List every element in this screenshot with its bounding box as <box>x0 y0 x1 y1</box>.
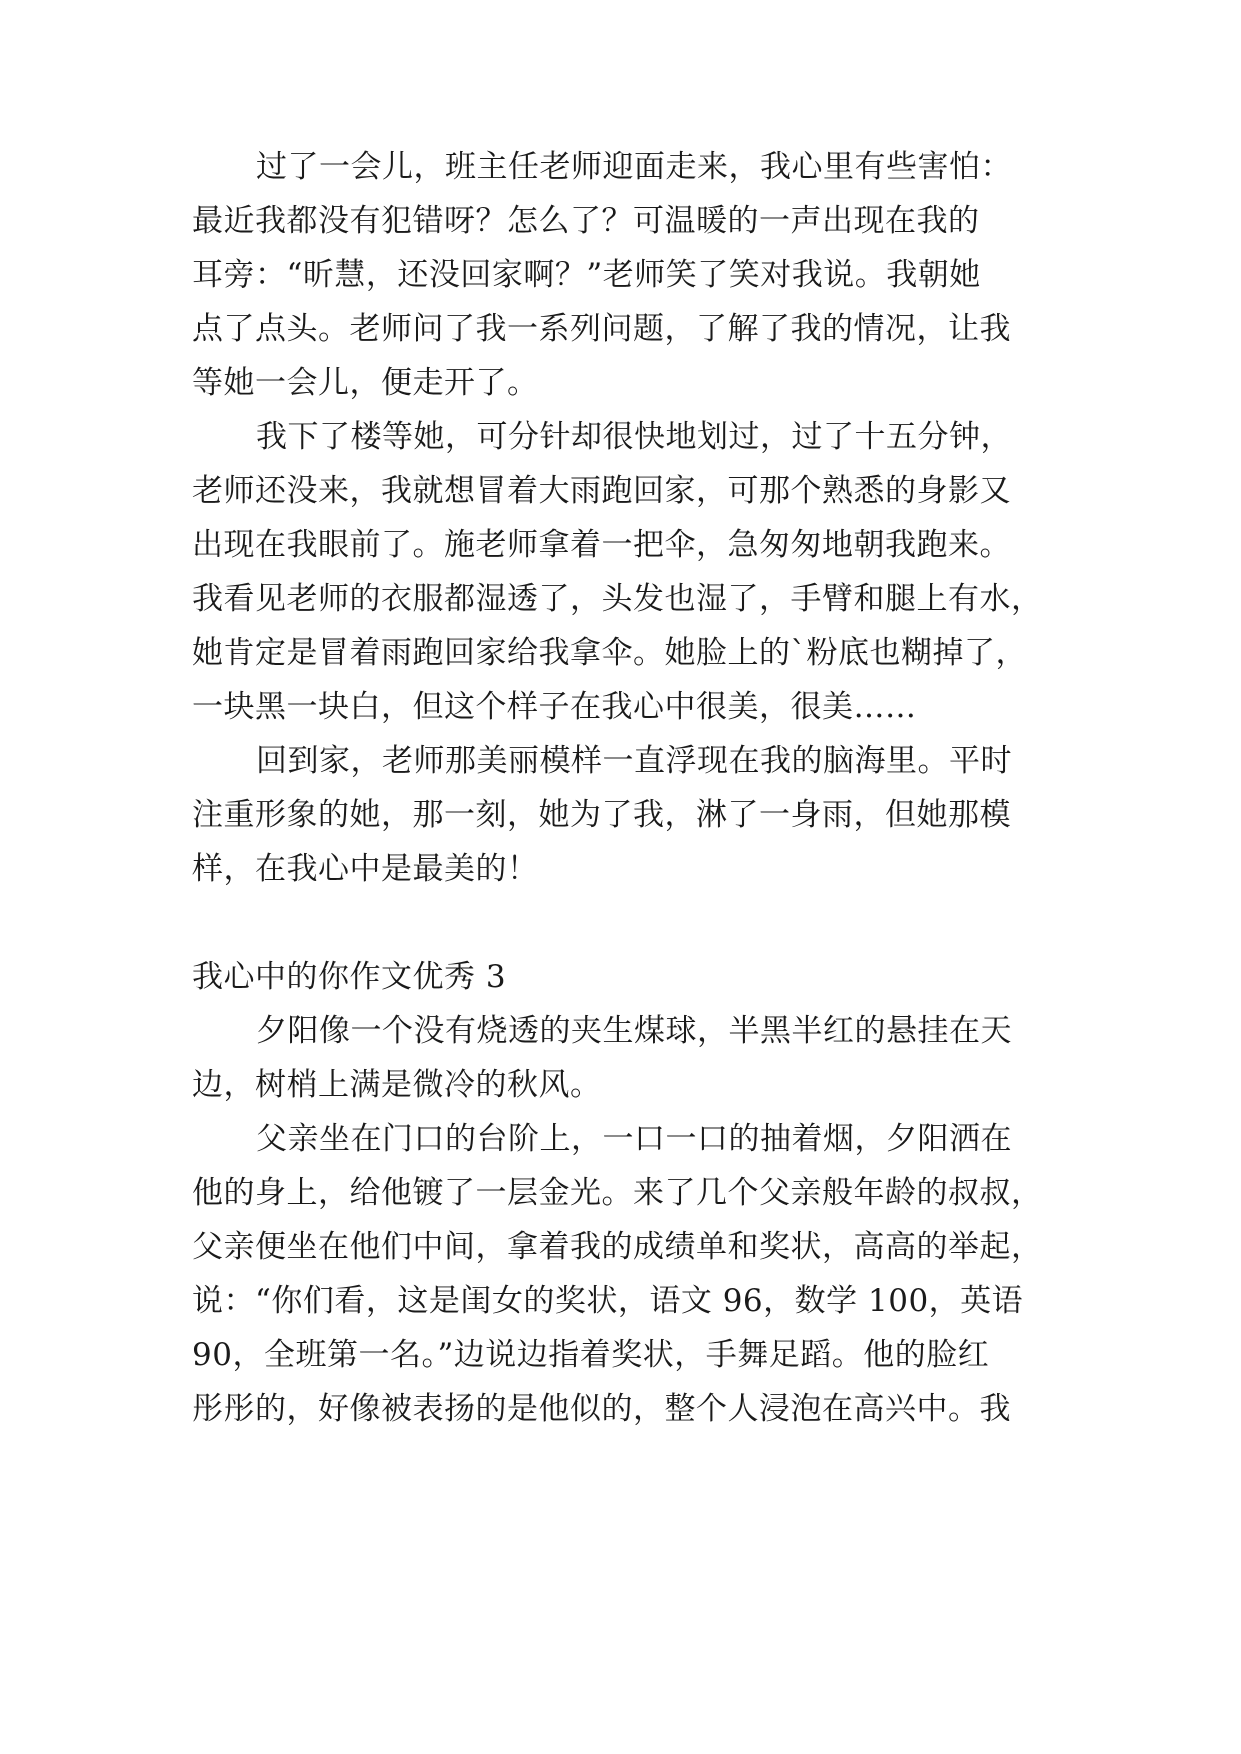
paragraph-line: 等她一会儿，便走开了。 <box>192 365 539 401</box>
paragraph-line: 老师还没来，我就想冒着大雨跑回家，可那个熟悉的身影又 <box>192 473 1011 509</box>
paragraph-line: 回到家，老师那美丽模样一直浮现在我的脑海里。平时 <box>256 743 1012 779</box>
paragraph-line: 彤彤的，好像被表扬的是他似的，整个人浸泡在高兴中。我 <box>192 1391 1011 1427</box>
paragraph-line: 夕阳像一个没有烧透的夹生煤球，半黑半红的悬挂在天 <box>256 1013 1012 1049</box>
paragraph-line: 她肯定是冒着雨跑回家给我拿伞。她脸上的`粉底也糊掉了， <box>192 635 1027 671</box>
section-heading: 我心中的你作文优秀 3 <box>192 959 507 995</box>
paragraph-line: 过了一会儿，班主任老师迎面走来，我心里有些害怕： <box>256 149 1012 185</box>
paragraph-line: 边，树梢上满是微冷的秋风。 <box>192 1067 602 1103</box>
paragraph-line: 点了点头。老师问了我一系列问题，了解了我的情况，让我 <box>192 311 1011 347</box>
paragraph-line: 父亲便坐在他们中间，拿着我的成绩单和奖状，高高的举起， <box>192 1229 1043 1265</box>
paragraph-line: 我下了楼等她，可分针却很快地划过，过了十五分钟， <box>256 419 1012 455</box>
paragraph-line: 耳旁：“昕慧，还没回家啊？”老师笑了笑对我说。我朝她 <box>192 257 981 293</box>
paragraph-line: 出现在我眼前了。施老师拿着一把伞，急匆匆地朝我跑来。 <box>192 527 1011 563</box>
paragraph-line: 他的身上，给他镀了一层金光。来了几个父亲般年龄的叔叔， <box>192 1175 1043 1211</box>
paragraph-line: 注重形象的她，那一刻，她为了我，淋了一身雨，但她那模 <box>192 797 1011 833</box>
paragraph-line: 最近我都没有犯错呀？怎么了？可温暖的一声出现在我的 <box>192 203 980 239</box>
paragraph-line: 父亲坐在门口的台阶上，一口一口的抽着烟，夕阳洒在 <box>256 1121 1012 1157</box>
paragraph-line: 说：“你们看，这是闺女的奖状，语文 96，数学 100，英语 <box>192 1283 1024 1319</box>
paragraph-line: 一块黑一块白，但这个样子在我心中很美，很美…… <box>192 689 917 725</box>
paragraph-line: 90，全班第一名。”边说边指着奖状，手舞足蹈。他的脸红 <box>192 1337 990 1373</box>
paragraph-line: 样，在我心中是最美的！ <box>192 851 539 887</box>
paragraph-line: 我看见老师的衣服都湿透了，头发也湿了，手臂和腿上有水， <box>192 581 1043 617</box>
